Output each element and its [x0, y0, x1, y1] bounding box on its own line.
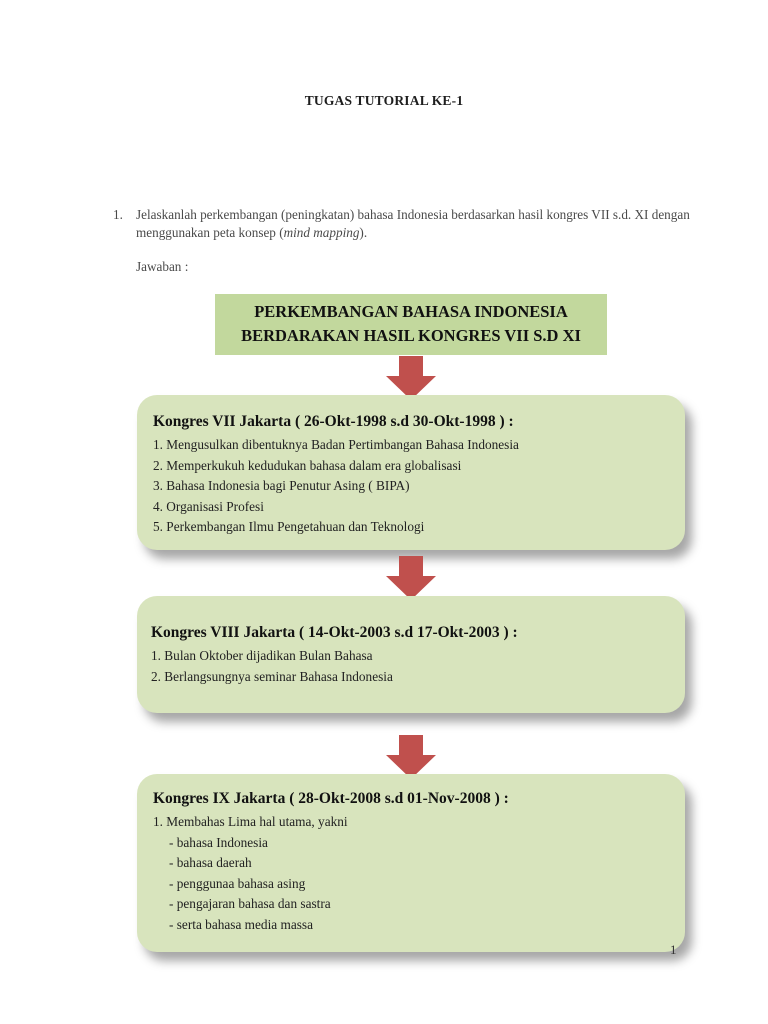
sub-list-item: - bahasa daerah [169, 855, 252, 870]
list-item: 2. Berlangsungnya seminar Bahasa Indonesia [151, 668, 393, 684]
congress-viii-list [151, 646, 671, 687]
congress-ix-list [153, 812, 669, 935]
question-1 [113, 206, 693, 242]
list-item: 1. Mengusulkan dibentuknya Badan Pertimbangan Bahasa Indonesia [153, 437, 519, 452]
document-title: TUGAS TUTORIAL KE-1 [304, 93, 464, 108]
question-text [136, 206, 693, 242]
page-number: 1 [670, 942, 677, 957]
congress-ix-card [137, 774, 685, 952]
sub-list-item: - bahasa Indonesia [169, 834, 268, 850]
question-text-italic: mind mapping [283, 225, 360, 240]
mindmap-header-line-2: BERDARAKAN HASIL KONGRES VII S.D XI [241, 326, 581, 345]
down-arrow-icon [386, 735, 436, 779]
list-item: 5. Perkembangan Ilmu Pengetahuan dan Teknologi [153, 519, 425, 534]
congress-viii-card [137, 596, 685, 713]
congress-viii-title: Kongres VIII Jakarta ( 14-Okt-2003 s.d 17-Okt-2003 ) : [151, 624, 518, 641]
list-item: 1. Bulan Oktober dijadikan Bulan Bahasa [151, 648, 373, 663]
question-text-end: ). [359, 225, 368, 240]
list-item: 4. Organisasi Profesi [153, 498, 264, 514]
sub-list-item: - penggunaa bahasa asing [169, 875, 306, 891]
question-number: 1. [113, 207, 123, 222]
mindmap-header-line-1: PERKEMBANGAN BAHASA INDONESIA [254, 302, 568, 321]
congress-vii-title: Kongres VII Jakarta ( 26-Okt-1998 s.d 30-Okt-1998 ) : [153, 413, 514, 430]
congress-ix-title: Kongres IX Jakarta ( 28-Okt-2008 s.d 01-Nov-2008 ) : [153, 790, 509, 807]
congress-vii-card [137, 395, 685, 550]
sub-list-item: - serta bahasa media massa [169, 916, 313, 932]
answer-label: Jawaban : [136, 259, 189, 274]
down-arrow-icon [386, 556, 436, 600]
down-arrow-icon [386, 356, 436, 400]
mindmap-header [215, 294, 607, 355]
list-item: 1. Membahas Lima hal utama, yakni [153, 814, 348, 829]
list-item: 3. Bahasa Indonesia bagi Penutur Asing ( BIPA) [153, 478, 410, 493]
sub-list-item: - pengajaran bahasa dan sastra [169, 896, 331, 911]
question-text-main: Jelaskanlah perkembangan (peningkatan) bahasa Indonesia berdasarkan hasil kongres VII s.d. XI dengan menggunakan peta konsep ( [136, 207, 690, 240]
list-item: 2. Memperkukuh kedudukan bahasa dalam era globalisasi [153, 457, 462, 473]
congress-vii-list [153, 435, 669, 538]
